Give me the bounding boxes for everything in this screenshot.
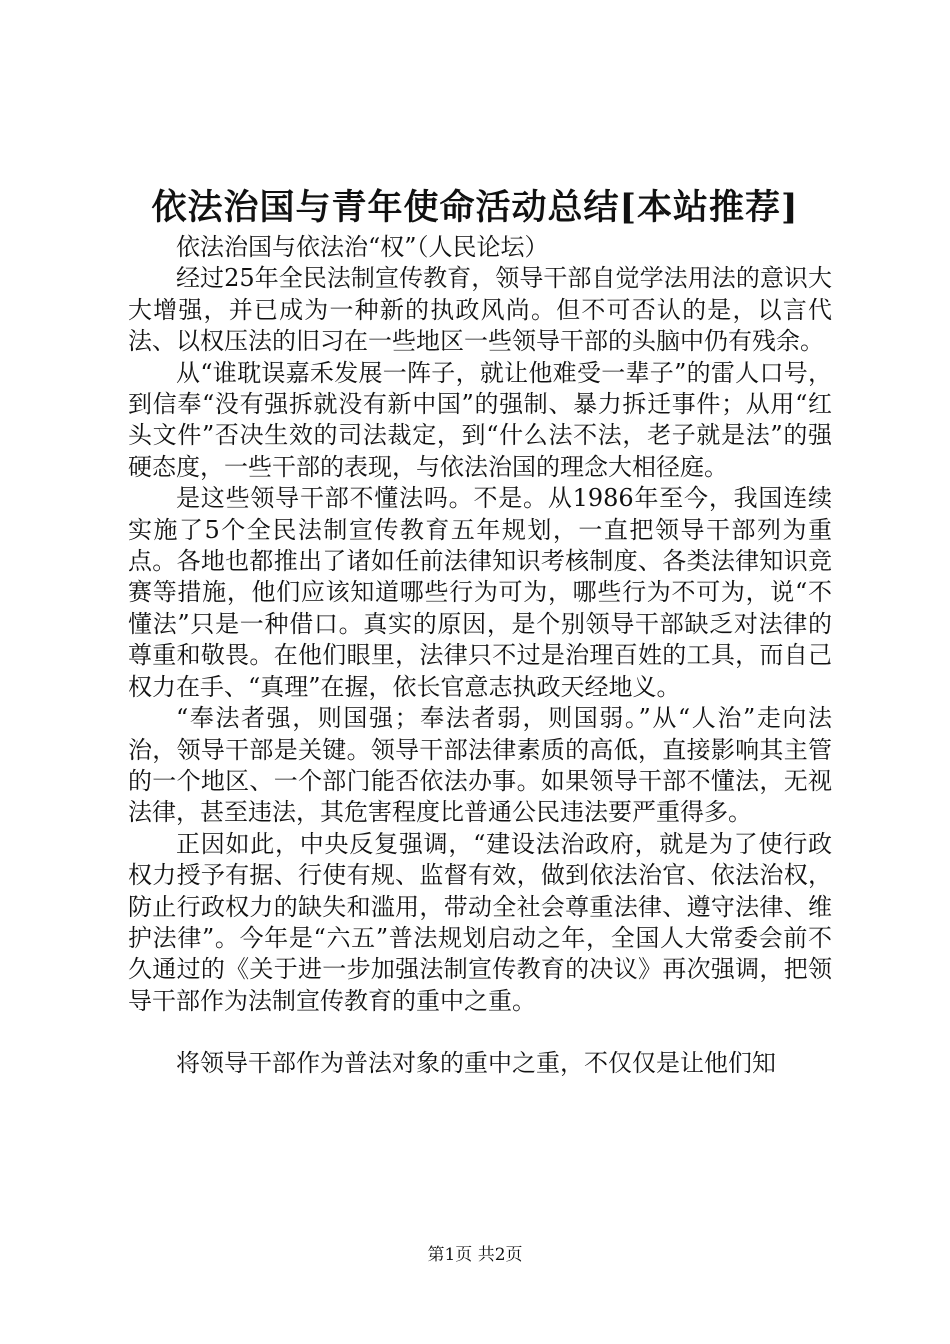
paragraph: 正因如此，中央反复强调，“建设法治政府，就是为了使行政权力授予有据、行使有规、监督有效，做到依法治官、依法治权，防止行政权力的缺失和滥用，带动全社会尊重法律、遵守法律、维护法律”。今年是“六五”普法规划启动之年，全国人大常委会前不久通过的《关于进一步加强法制宣传教育的决议》再次强调，把领导干部作为法制宣传教育的重中之重。 <box>128 829 832 1015</box>
paragraph: 从“谁耽误嘉禾发展一阵子，就让他难受一辈子”的雷人口号，到信奉“没有强拆就没有新中国”的强制、暴力拆迁事件；从用“红头文件”否决生效的司法裁定，到“什么法不法，老子就是法”的强硬态度，一些干部的表现，与依法治国的理念大相径庭。 <box>128 358 832 481</box>
paragraph: “奉法者强，则国强；奉法者弱，则国弱。”从“人治”走向法治，领导干部是关键。领导干部法律素质的高低，直接影响其主管的一个地区、一个部门能否依法办事。如果领导干部不懂法，无视法律，甚至违法，其危害程度比普通公民违法要严重得多。 <box>128 704 832 827</box>
paragraph: 将领导干部作为普法对象的重中之重，不仅仅是让他们知 <box>176 1049 776 1078</box>
paragraph: 经过25年全民法制宣传教育，领导干部自觉学法用法的意识大大增强，并已成为一种新的执政风尚。但不可否认的是，以言代法、以权压法的旧习在一些地区一些领导干部的头脑中仍有残余。 <box>128 264 832 356</box>
page-number-footer: 第1页 共2页 <box>427 1245 523 1265</box>
paragraph-subtitle: 依法治国与依法治“权”（人民论坛） <box>176 233 549 261</box>
paragraph: 是这些领导干部不懂法吗。不是。从1986年至今，我国连续实施了5个全民法制宣传教育五年规划，一直把领导干部列为重点。各地也都推出了诸如任前法律知识考核制度、各类法律知识竞赛等措施，他们应该知道哪些行为可为，哪些行为不可为，说“不懂法”只是一种借口。真实的原因，是个别领导干部缺乏对法律的尊重和敬畏。在他们眼里，法律只不过是治理百姓的工具，而自己权力在手、“真理”在握，依长官意志执政天经地义。 <box>128 484 832 701</box>
document-title: 依法治国与青年使命活动总结[本站推荐] <box>151 187 799 228</box>
document-body <box>128 232 832 1080</box>
